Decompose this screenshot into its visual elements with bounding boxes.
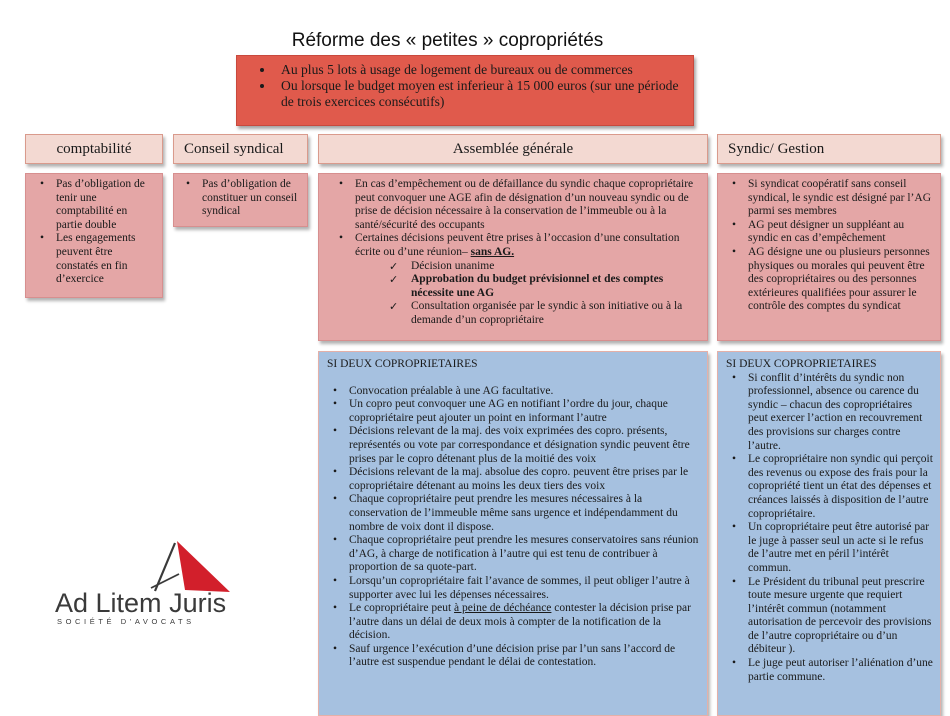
deux-syndic-item: • Le juge peut autoriser l’aliénation d’une partie commune. [726, 657, 934, 684]
ag-item-sans-ag: sans AG. [470, 245, 515, 258]
header-conseil-syndical: Conseil syndical [173, 134, 308, 164]
deux-ag-item: • Décisions relevant de la maj. des voix exprimées des copro. présents, représentés ou vote par correspondance et désignation syndic peuvent être prises par le copro détenant plus de la moitié des voix [327, 425, 699, 466]
assemblee-generale-box [318, 173, 708, 341]
deux-syndic-item: • Un copropriétaire peut être autorisé par le juge à passer seul un acte si le refus de l’autre met en péril l’intérêt commun. [726, 521, 934, 575]
ag-check-item: ✓ Approbation du budget prévisionnel et des comptes nécessite une AG [333, 273, 699, 300]
header-assemblee-generale: Assemblée générale [318, 134, 708, 164]
deux-syndic-item: • Le copropriétaire non syndic qui perçoit des revenus ou expose des frais pour la copropriété tient un état des dépenses et créances laissés à disposition de l’autre copropriétaire. [726, 453, 934, 521]
deux-ag-item: • Un copro peut convoquer une AG en notifiant l’ordre du jour, chaque copropriétaire peut ajouter un point en informant l’autre [327, 398, 699, 425]
syndic-item: • AG peut désigner un suppléant au syndic en cas d’empêchement [726, 219, 934, 246]
deux-syndic-item: • Si conflit d’intérêts du syndic non professionnel, absence ou carence du syndic – chacun des copropriétaires peut exercer l’action en recouvrement des provisions sur charges contre l’autre. [726, 372, 934, 454]
deux-ag-item-underlined: à peine de déchéance [454, 602, 552, 615]
header-syndic-gestion: Syndic/ Gestion [717, 134, 941, 164]
deux-ag-item-post: contester la décision prise par l’autre dans un délai de deux mois à compter de la notification de la décision. [349, 602, 691, 642]
criteria-item: • Ou lorsque le budget moyen est inferieur à 15 000 euros (sur une période de trois exercices consécutifs) [275, 78, 685, 110]
deux-ag-heading: SI DEUX COPROPRIETAIRES [327, 358, 478, 370]
logo-name-accent: Juris [169, 588, 227, 618]
ag-check-item: ✓ Décision unanime [333, 260, 699, 274]
deux-syndic-item: • Le Président du tribunal peut prescrire toute mesure urgente que requiert l’intérêt commun (notamment autorisation de percevoir des provisions de l’autre copropriétaire ou d’un débiteur ). [726, 576, 934, 658]
deux-ag-item: • Chaque copropriétaire peut prendre les mesures conservatoires sans réunion d’AG, à charge de notification à l’autre qui est tenu de contribuer à proportion de sa quote-part. [327, 534, 699, 575]
syndic-item: • AG désigne une ou plusieurs personnes physiques ou morales qui peuvent être des copropriétaires ou des personnes extérieures qualifiées pour assurer le contrôle des comptes du syndicat [726, 246, 934, 314]
logo-name-main: Ad Litem [55, 588, 162, 618]
criteria-box [236, 55, 694, 126]
ag-item: • En cas d’empêchement ou de défaillance du syndic chaque copropriétaire peut convoquer une AGE afin de désignation d’un nouveau syndic ou de prise de décision nécessaire à la conservation de l’immeuble ou à la santé/sécurité des occupants [333, 178, 699, 232]
ag-check-item: ✓ Consultation organisée par le syndic à son initiative ou à la demande d’un copropriétaire [333, 300, 699, 327]
logo-tagline: SOCIÉTÉ D'AVOCATS [57, 617, 195, 626]
page-title: Réforme des « petites » copropriétés [291, 30, 604, 51]
comptabilite-item: • Pas d’obligation de tenir une comptabilité en partie double [34, 178, 156, 232]
syndic-item: • Si syndicat coopératif sans conseil syndical, le syndic est désigné par l’AG parmi ses membres [726, 178, 934, 219]
conseil-syndical-box [173, 173, 308, 227]
criteria-item: • Au plus 5 lots à usage de logement de bureaux ou de commerces [275, 62, 685, 78]
comptabilite-box [25, 173, 163, 298]
comptabilite-item: • Les engagements peuvent être constatés en fin d’exercice [34, 232, 156, 286]
syndic-gestion-box [717, 173, 941, 341]
deux-ag-item: • Lorsqu’un copropriétaire fait l’avance de sommes, il peut obliger l’autre à supporter avec lui les dépenses nécessaires. [327, 575, 699, 602]
deux-ag-item: • Sauf urgence l’exécution d’une décision prise par l’un sans l’accord de l’autre est suspendue pendant le délai de contestation. [327, 643, 699, 670]
deux-syndic-heading: SI DEUX COPROPRIETAIRES [726, 358, 877, 370]
deux-ag-item [327, 602, 699, 643]
ag-item [333, 232, 699, 259]
ad-litem-juris-logo [55, 538, 255, 628]
conseil-item: • Pas d’obligation de constituer un conseil syndical [180, 178, 301, 219]
header-comptabilite: comptabilité [25, 134, 163, 164]
deux-ag-item-pre: Le copropriétaire peut [349, 602, 452, 615]
deux-ag-item: • Convocation préalable à une AG facultative. [327, 385, 699, 399]
deux-ag-item: • Décisions relevant de la maj. absolue des copro. peuvent être prises par le copropriétaire détenant au moins les deux tiers des voix [327, 466, 699, 493]
ag-item-text: Certaines décisions peuvent être prises à l’occasion d’une consultation écrite ou d’une réunion– [355, 232, 680, 258]
deux-ag-item: • Chaque copropriétaire peut prendre les mesures nécessaires à la conservation de l’immeuble même sans urgence et indépendamment du nombre de voix dont il dispose. [327, 493, 699, 534]
deux-coproprietaires-ag-box [318, 351, 708, 716]
deux-coproprietaires-syndic-box [717, 351, 941, 716]
